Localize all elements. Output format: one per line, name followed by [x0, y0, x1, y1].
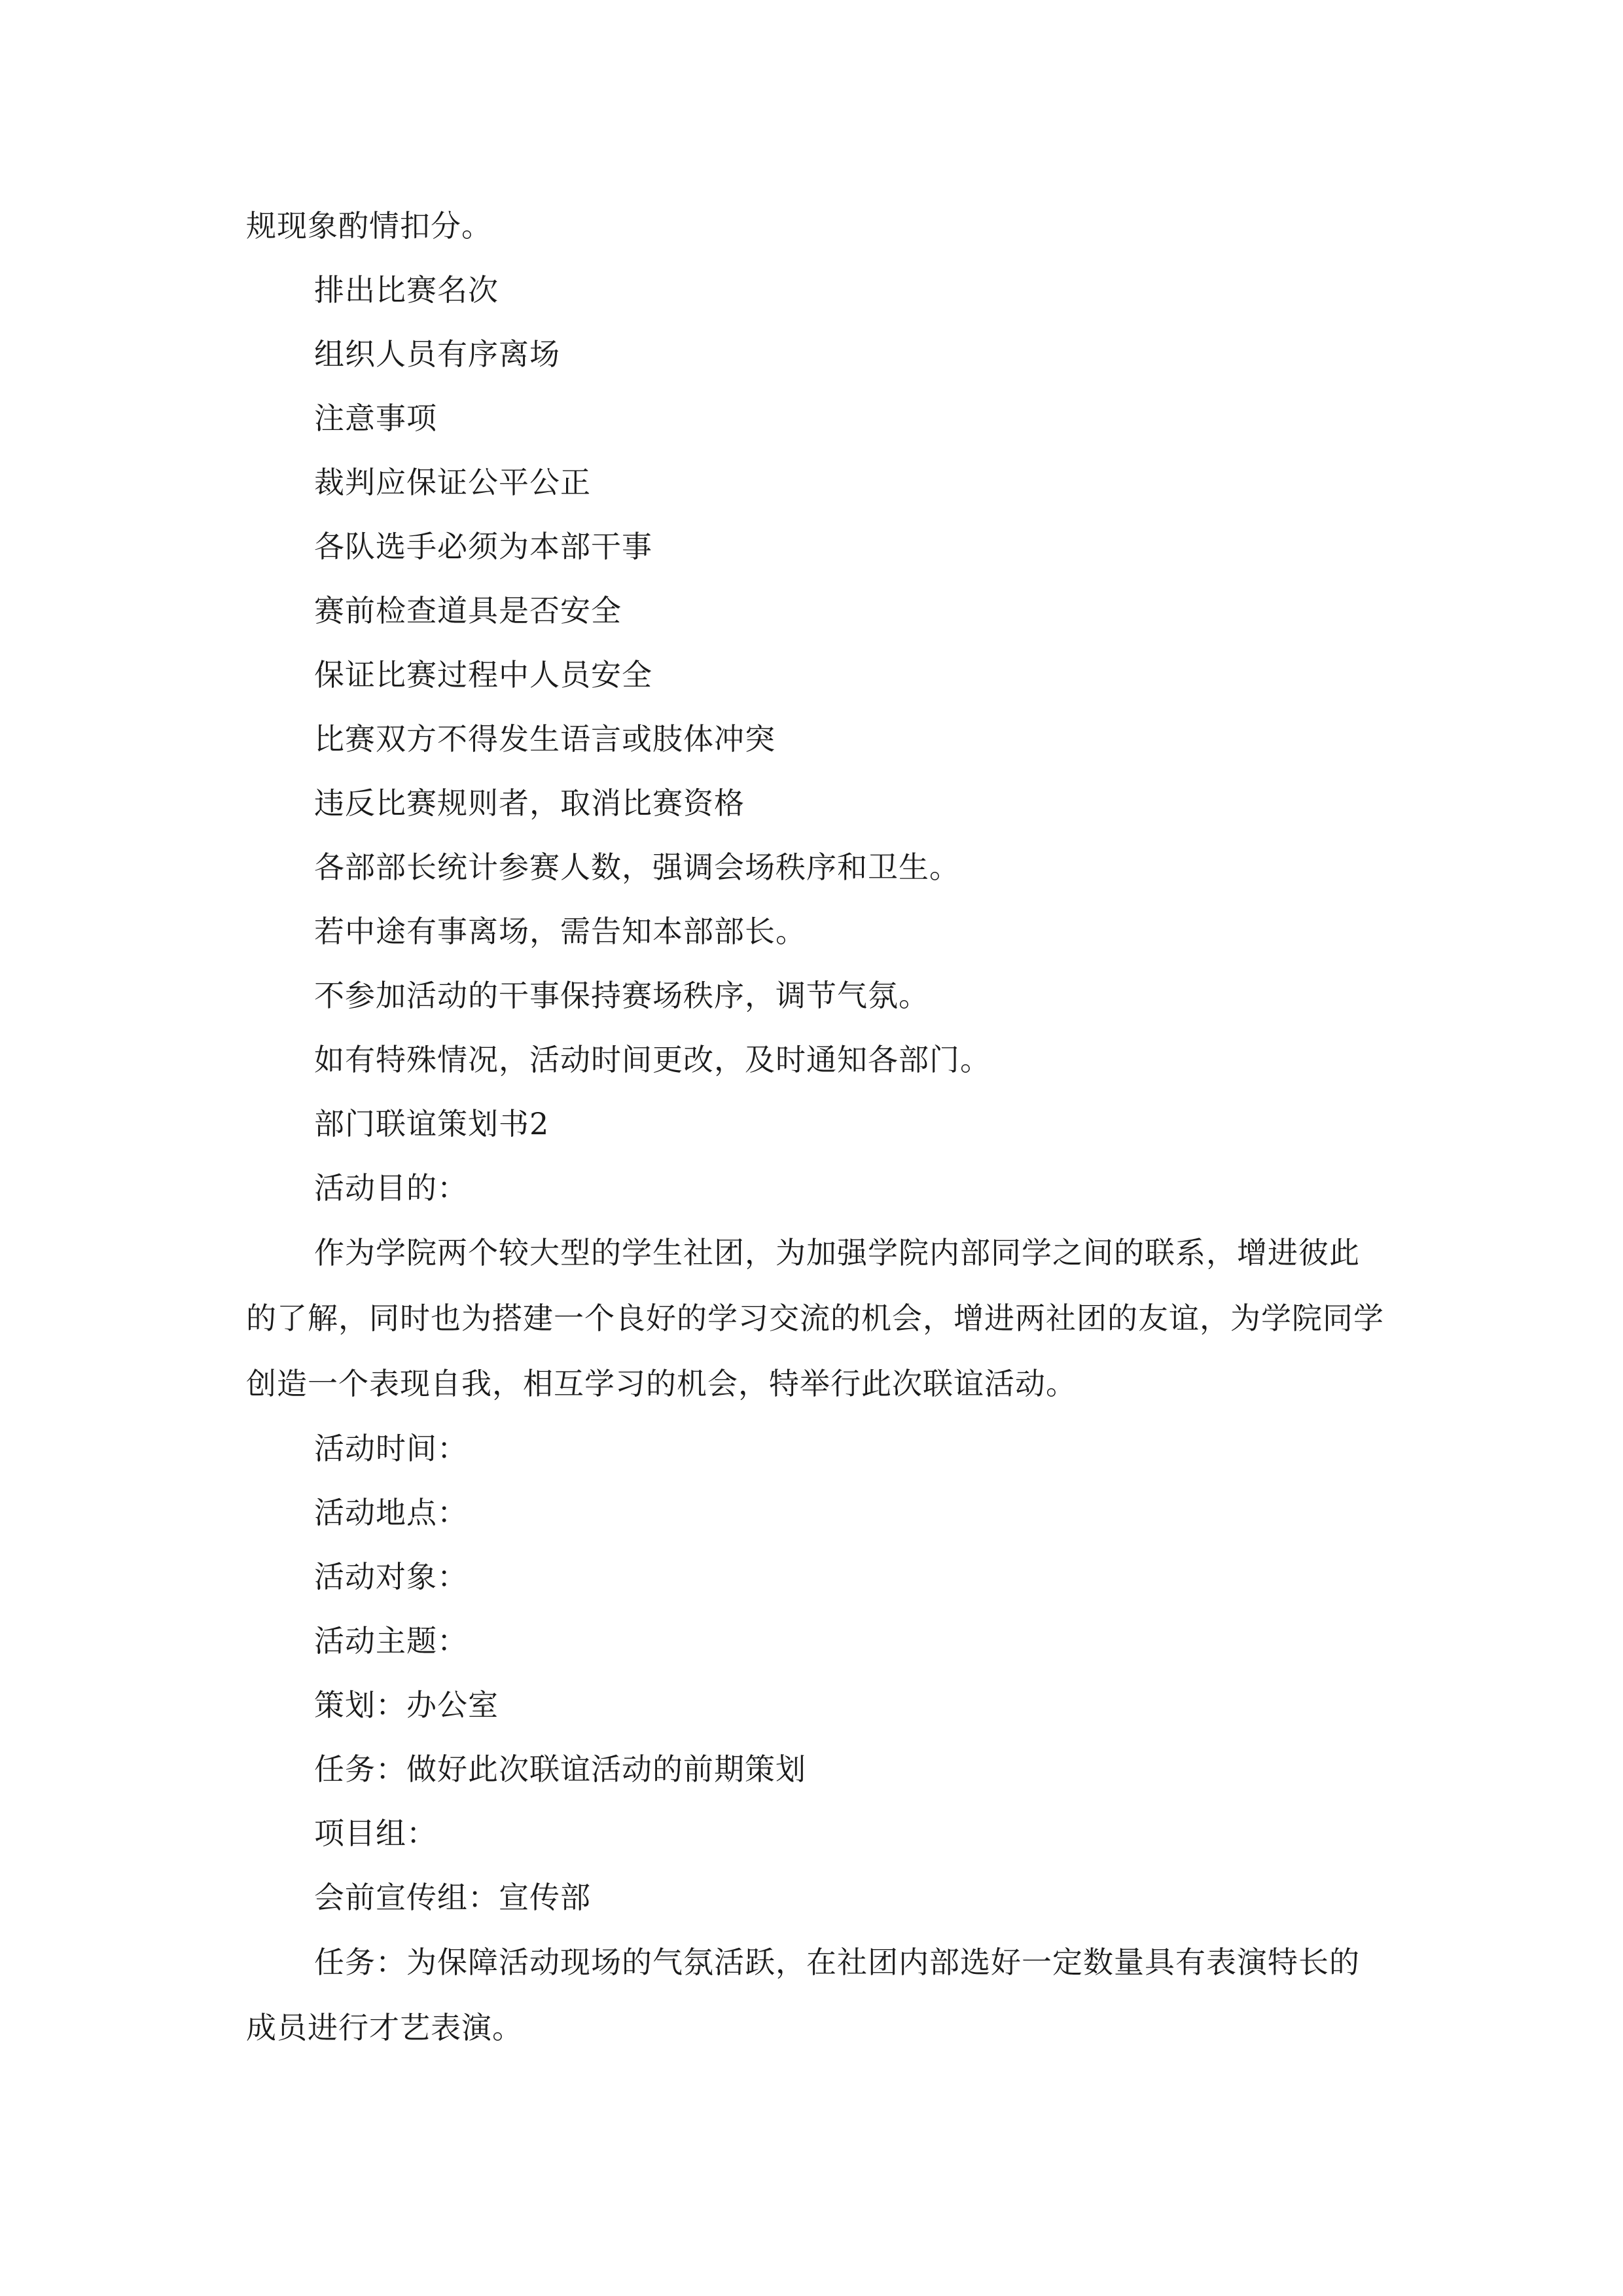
paragraph-continuation: 规现象酌情扣分。	[246, 208, 492, 243]
paragraph: 作为学院两个较大型的学生社团，为加强学院内部同学之间的联系，增进彼此的了解，同时也为搭建一个良好的学习交流的机会，增进两社团的友谊，为学院同学创造一个表现自我，相互学习的机会，特举行此次联谊活动。	[246, 1235, 1384, 1401]
paragraph: 不参加活动的干事保持赛场秩序，调节气氛。	[314, 978, 929, 1013]
field-label: 活动时间：	[314, 1431, 468, 1466]
paragraph: 赛前检查道具是否安全	[314, 593, 622, 628]
document-body	[246, 194, 1385, 2060]
paragraph: 排出比赛名次	[314, 272, 499, 308]
paragraph: 组织人员有序离场	[314, 336, 560, 372]
paragraph: 违反比赛规则者，取消比赛资格	[314, 785, 745, 821]
paragraph: 比赛双方不得发生语言或肢体冲突	[314, 721, 776, 757]
field-label: 活动主题：	[314, 1623, 468, 1659]
paragraph: 各部部长统计参赛人数，强调会场秩序和卫生。	[314, 850, 960, 885]
paragraph: 如有特殊情况，活动时间更改，及时通知各部门。	[314, 1042, 991, 1077]
paragraph: 任务：做好此次联谊活动的前期策划	[314, 1751, 806, 1787]
paragraph: 裁判应保证公平公正	[314, 465, 591, 500]
section-heading: 项目组：	[314, 1816, 437, 1851]
field-label: 活动对象：	[314, 1559, 468, 1594]
field-label: 活动地点：	[314, 1495, 468, 1530]
paragraph: 任务：为保障活动现场的气氛活跃，在社团内部选好一定数量具有表演特长的成员进行才艺表演。	[246, 1945, 1360, 2045]
document-title: 部门联谊策划书2	[314, 1106, 550, 1141]
section-heading: 注意事项	[314, 401, 437, 436]
section-heading: 活动目的：	[314, 1170, 468, 1206]
paragraph: 会前宣传组：宣传部	[314, 1880, 591, 1915]
paragraph: 若中途有事离场，需告知本部部长。	[314, 914, 806, 949]
paragraph: 各队选手必须为本部干事	[314, 529, 652, 564]
paragraph: 策划：办公室	[314, 1687, 499, 1723]
paragraph: 保证比赛过程中人员安全	[314, 657, 652, 692]
